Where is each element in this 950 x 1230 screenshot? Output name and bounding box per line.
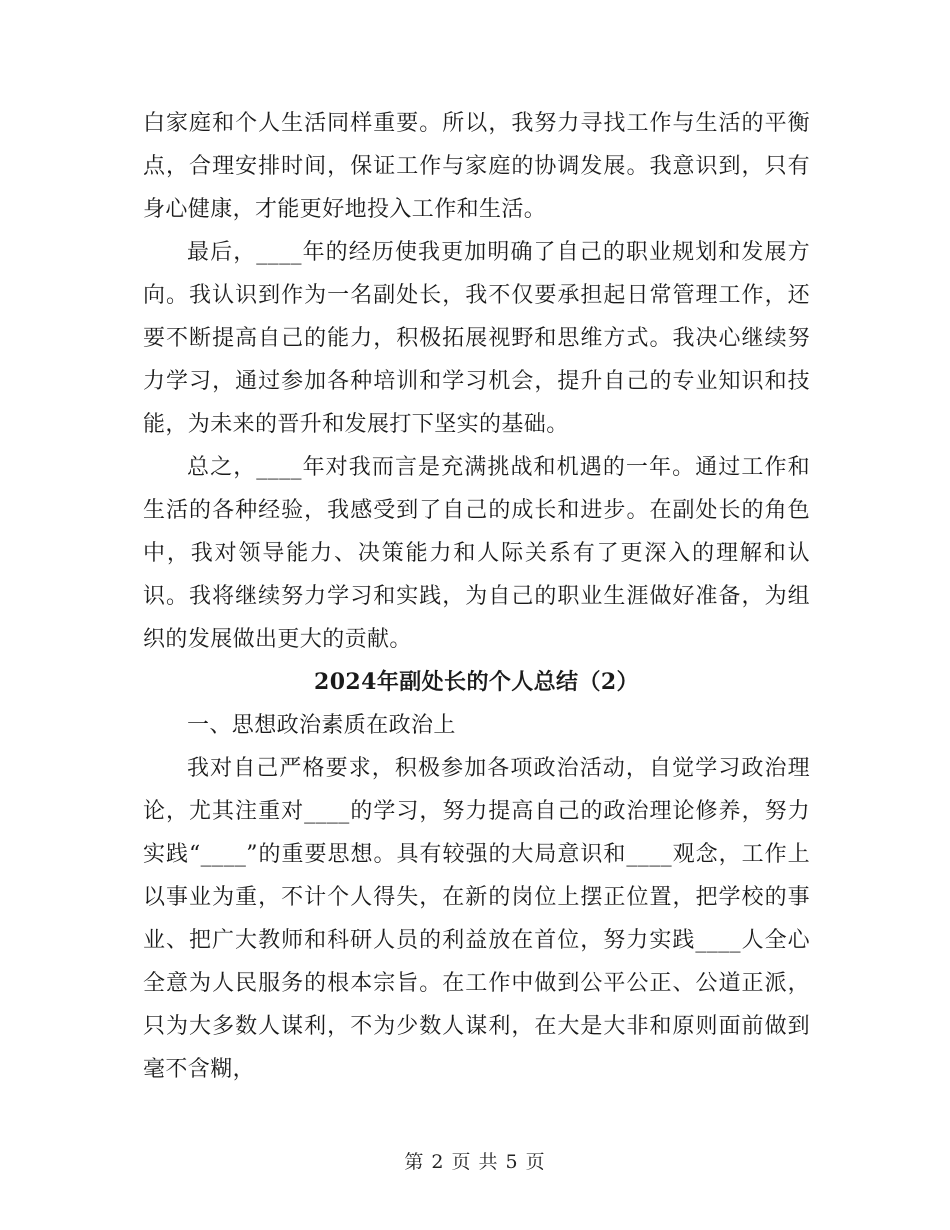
paragraph-political: 我对自己严格要求，积极参加各项政治活动，自觉学习政治理论，尤其注重对____的学习，努力提高自己的政治理论修养，努力实践“____”的重要思想。具有较强的大局意识和____观念，工作上以事业为重，不计个人得失，在新的岗位上摆正位置，把学校的事业、把广大教师和科研人员的利益放在首位，努力实践____人全心全意为人民服务的根本宗旨。在工作中做到公平公正、公道正派，只为大多数人谋利，不为少数人谋利，在大是大非和原则面前做到毫不含糊， — [143, 756, 810, 1082]
section-title: 2024年副处长的个人总结（2） — [314, 669, 639, 695]
paragraph-continuation: 白家庭和个人生活同样重要。所以，我努力寻找工作与生活的平衡点，合理安排时间，保证工作与家庭的协调发展。我意识到，只有身心健康，才能更好地投入工作和生活。 — [143, 111, 810, 222]
paragraph-conclusion: 总之，____年对我而言是充满挑战和机遇的一年。通过工作和生活的各种经验，我感受到了自己的成长和进步。在副处长的角色中，我对领导能力、决策能力和人际关系有了更深入的理解和认识。我将继续努力学习和实践，为自己的职业生涯做好准备，为组织的发展做出更大的贡献。 — [143, 455, 810, 652]
page-footer: 第 2 页 共 5 页 — [404, 1151, 546, 1173]
paragraph-career-plan: 最后，____年的经历使我更加明确了自己的职业规划和发展方向。我认识到作为一名副处长，我不仅要承担起日常管理工作，还要不断提高自己的能力，积极拓展视野和思维方式。我决心继续努力学习，通过参加各种培训和学习机会，提升自己的专业知识和技能，为未来的晋升和发展打下坚实的基础。 — [143, 240, 810, 437]
document-body — [143, 102, 810, 1091]
section-heading-political: 一、思想政治素质在政治上 — [187, 713, 456, 738]
